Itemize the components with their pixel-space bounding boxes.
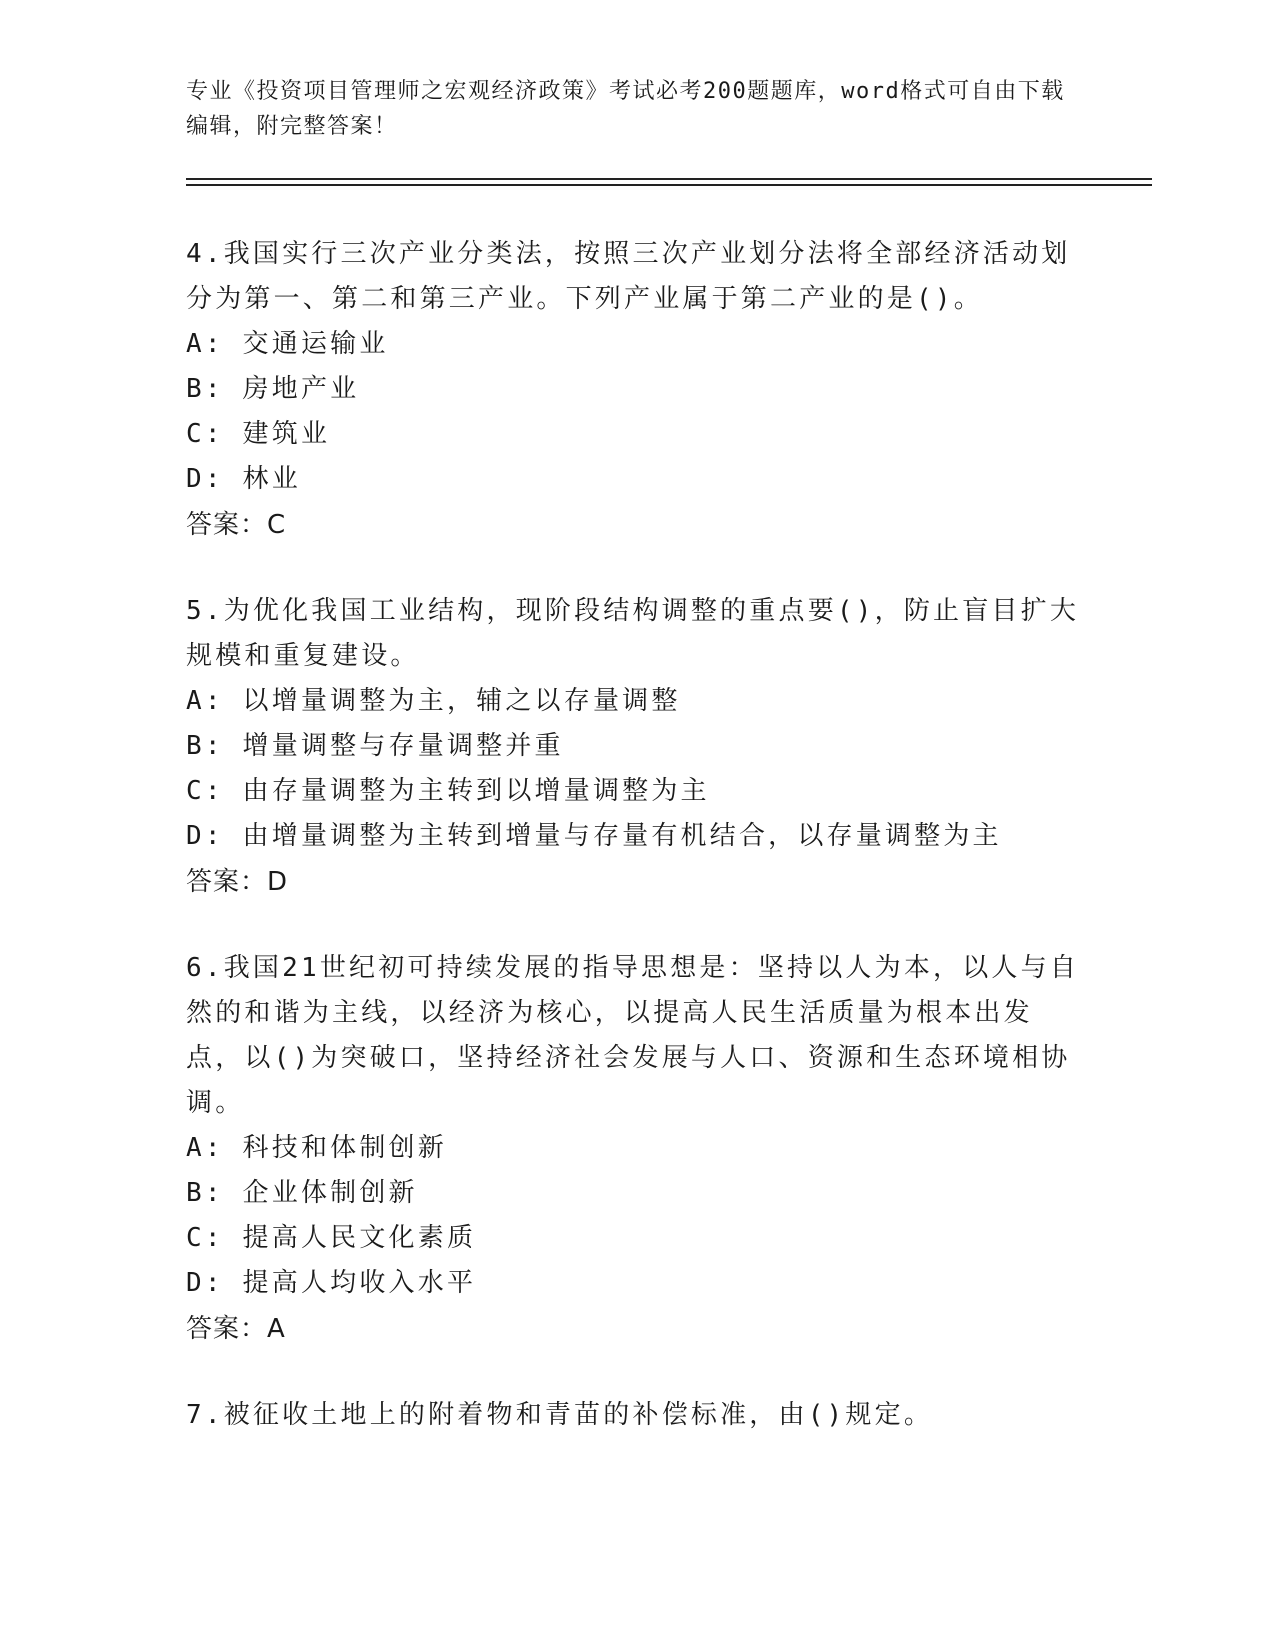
answer-line: 答案：A xyxy=(186,1314,286,1344)
question-item xyxy=(186,946,1086,1353)
option-a: A: 科技和体制创新 xyxy=(186,1133,447,1163)
option-a: A: 以增量调整为主，辅之以存量调整 xyxy=(186,686,681,716)
option-c: C: 提高人民文化素质 xyxy=(186,1223,477,1253)
question-text: 6.我国21世纪初可持续发展的指导思想是：坚持以人为本，以人与自然的和谐为主线，以经济为核心，以提高人民生活质量为根本出发点，以()为突破口，坚持经济社会发展与人口、资源和生态环境相协调。 xyxy=(186,953,1080,1118)
option-d: D: 林业 xyxy=(186,464,301,494)
question-list xyxy=(186,232,1086,1478)
question-text: 4.我国实行三次产业分类法，按照三次产业划分法将全部经济活动划分为第一、第二和第三产业。下列产业属于第二产业的是()。 xyxy=(186,239,1071,314)
answer-line: 答案：D xyxy=(186,867,289,897)
option-d: D: 提高人均收入水平 xyxy=(186,1268,477,1298)
question-item xyxy=(186,232,1086,549)
document-header: 专业《投资项目管理师之宏观经济政策》考试必考200题题库，word格式可自由下载编辑，附完整答案！ xyxy=(186,79,1065,139)
option-b: B: 房地产业 xyxy=(186,374,360,404)
option-d: D: 由增量调整为主转到增量与存量有机结合，以存量调整为主 xyxy=(186,821,1002,851)
option-c: C: 由存量调整为主转到以增量调整为主 xyxy=(186,776,710,806)
question-item xyxy=(186,1393,1086,1438)
option-a: A: 交通运输业 xyxy=(186,329,389,359)
option-b: B: 企业体制创新 xyxy=(186,1178,418,1208)
question-item xyxy=(186,589,1086,906)
answer-line: 答案：C xyxy=(186,510,287,540)
question-text: 7.被征收土地上的附着物和青苗的补偿标准，由()规定。 xyxy=(186,1400,934,1430)
option-b: B: 增量调整与存量调整并重 xyxy=(186,731,564,761)
option-c: C: 建筑业 xyxy=(186,419,331,449)
header-rule-top xyxy=(186,178,1152,180)
question-text: 5.为优化我国工业结构，现阶段结构调整的重点要()，防止盲目扩大规模和重复建设。 xyxy=(186,596,1080,671)
header-rule-bottom xyxy=(186,184,1152,186)
